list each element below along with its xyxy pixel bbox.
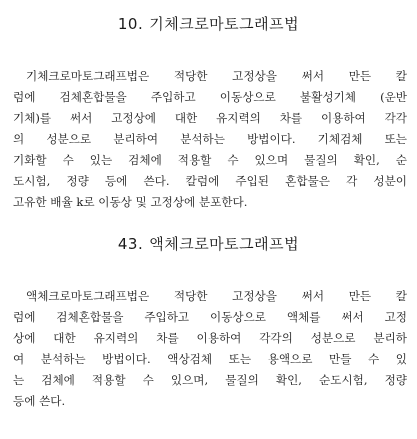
section-heading-gas-chromatography (0, 13, 417, 34)
section-title: 액체크로마토그래프법 (149, 235, 300, 253)
section-number: 10. (117, 15, 144, 33)
paragraph-liquid-chromatography (13, 286, 407, 412)
paragraph-line: 여 분석하는 방법이다. 액상검체 또는 용액으로 만들 수 있 (13, 352, 407, 366)
section-heading-liquid-chromatography (0, 233, 417, 254)
paragraph-line: 고유한 배율 k로 이동상 및 고정상에 분포한다. (13, 195, 248, 209)
paragraph-line: 등에 쓴다. (13, 394, 66, 408)
section-title: 기체크로마토그래프법 (149, 15, 300, 33)
paragraph-line: 럼에 검체혼합물을 주입하고 이동상으로 불활성기체 (운반 (13, 90, 407, 104)
paragraph-line: 기체크로마토그래프법은 적당한 고정상을 써서 만든 칼 (26, 69, 407, 83)
paragraph-gas-chromatography (13, 66, 407, 213)
paragraph-line: 의 성분으로 분리하여 분석하는 방법이다. 기체검체 또는 (13, 132, 407, 146)
paragraph-line: 액체크로마토그래프법은 적당한 고정상을 써서 만든 칼 (26, 289, 407, 303)
paragraph-line: 도시험, 정량 등에 쓴다. 칼럼에 주입된 혼합물은 각 성분이 (13, 174, 407, 188)
paragraph-line: 기체)를 써서 고정상에 대한 유지력의 차를 이용하여 각각 (13, 111, 407, 125)
paragraph-line: 상에 대한 유지력의 차를 이용하여 각각의 성분으로 분리하 (13, 331, 407, 345)
paragraph-line: 기화할 수 있는 검체에 적용할 수 있으며 물질의 확인, 순 (13, 153, 407, 167)
paragraph-line: 럼에 검체혼합물을 주입하고 이동상으로 액체를 써서 고정 (13, 310, 407, 324)
paragraph-line: 는 검체에 적용할 수 있으며, 물질의 확인, 순도시험, 정량 (13, 373, 407, 387)
section-number: 43. (117, 235, 144, 253)
